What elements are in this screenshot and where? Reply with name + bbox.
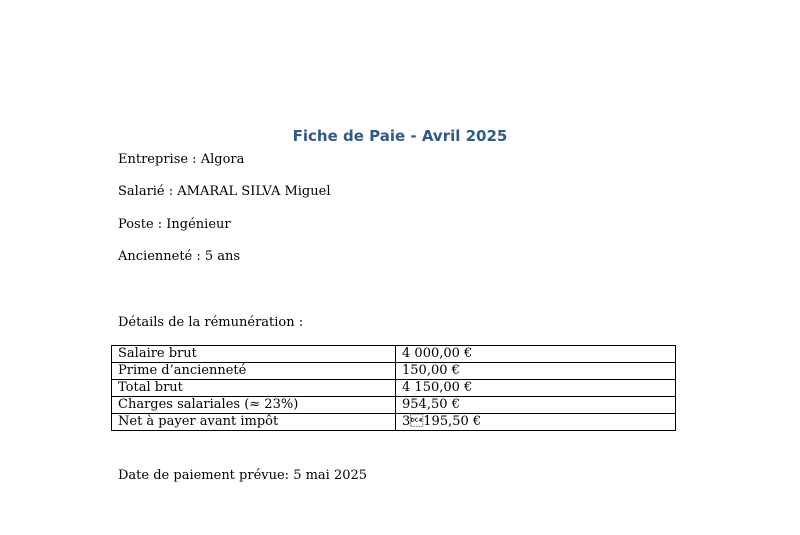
- payment-date-line: Date de paiement prévue: 5 mai 2025: [118, 468, 368, 483]
- table-row: [112, 346, 676, 363]
- employee-line: Salarié : AMARAL SILVA Miguel: [118, 184, 331, 199]
- row-label: Salaire brut: [112, 346, 396, 363]
- row-amount: 4 000,00 €: [396, 346, 676, 363]
- row-amount: 4 150,00 €: [396, 380, 676, 397]
- remuneration-heading: Détails de la rémunération :: [118, 315, 304, 330]
- row-amount: 150,00 €: [396, 363, 676, 380]
- table-row: [112, 414, 676, 431]
- row-label: Total brut: [112, 380, 396, 397]
- row-label: Charges salariales (≈ 23%): [112, 397, 396, 414]
- remuneration-table: [111, 345, 676, 431]
- position-line: Poste : Ingénieur: [118, 217, 231, 232]
- seniority-line: Ancienneté : 5 ans: [118, 249, 241, 264]
- row-label: Net à payer avant impôt: [112, 414, 396, 431]
- row-label: Prime d’ancienneté: [112, 363, 396, 380]
- company-line: Entreprise : Algora: [118, 152, 245, 167]
- table-row: [112, 363, 676, 380]
- row-amount: 3195,50 €: [396, 414, 676, 431]
- table-row: [112, 397, 676, 414]
- document-title: Fiche de Paie - Avril 2025: [292, 127, 508, 145]
- table-row: [112, 380, 676, 397]
- row-amount: 954,50 €: [396, 397, 676, 414]
